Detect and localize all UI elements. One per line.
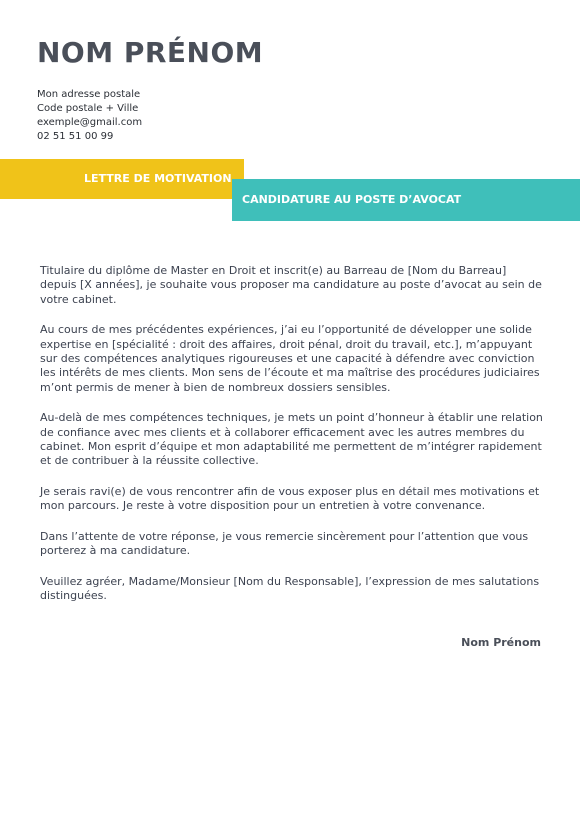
letter-body: [40, 264, 543, 619]
signature: Nom Prénom: [461, 636, 541, 649]
body-paragraph: Je serais ravi(e) de vous rencontrer afin de vous exposer plus en détail mes motivations et mon parcours. Je reste à votre disposition pour un entretien à votre convenance.: [40, 484, 540, 513]
subject-label: CANDIDATURE AU POSTE D’AVOCAT: [242, 193, 462, 206]
applicant-name: NOM PRÉNOM: [37, 36, 264, 69]
subject-band: [232, 179, 580, 221]
body-paragraph: Dans l’attente de votre réponse, je vous remercie sincèrement pour l’attention que vous porterez à ma candidature.: [40, 529, 529, 558]
phone-number: 02 51 51 00 99: [37, 131, 114, 142]
body-paragraph: Veuillez agréer, Madame/Monsieur [Nom du Responsable], l’expression de mes salutations distinguées.: [40, 574, 540, 602]
body-paragraph: Au-delà de mes compétences techniques, je mets un point d’honneur à établir une relation de confiance avec mes clients et à collaborer efficacement avec les autres membres du cabinet. Mon esprit d’équipe et mon adaptabilité me permettent de m’intégrer rapidement et de contribuer à la réussite collective.: [40, 411, 543, 468]
email-address: exemple@gmail.com: [37, 117, 143, 128]
postal-address: Mon adresse postale: [37, 89, 141, 100]
letter-type-label: LETTRE DE MOTIVATION: [84, 172, 232, 185]
contact-block: [37, 88, 142, 144]
letter-type-band: [0, 159, 244, 199]
body-paragraph: Titulaire du diplôme de Master en Droit et inscrit(e) au Barreau de [Nom du Barreau] depuis [X années], je souhaite vous proposer ma candidature au poste d’avocat au sein de votre cabinet.: [40, 264, 542, 306]
postal-code-city: Code postale + Ville: [37, 103, 139, 114]
body-paragraph: Au cours de mes précédentes expériences, j’ai eu l’opportunité de développer une solide expertise en [spécialité : droit des affaires, droit pénal, droit du travail, etc.], m’appuyant sur des compétences analytiques rigoureuses et une capacité à défendre avec conviction les intérêts de mes clients. Mon sens de l’écoute et ma maîtrise des procédures judiciaires m’ont permis de mener à bien de nombreux dossiers sensibles.: [40, 323, 540, 394]
